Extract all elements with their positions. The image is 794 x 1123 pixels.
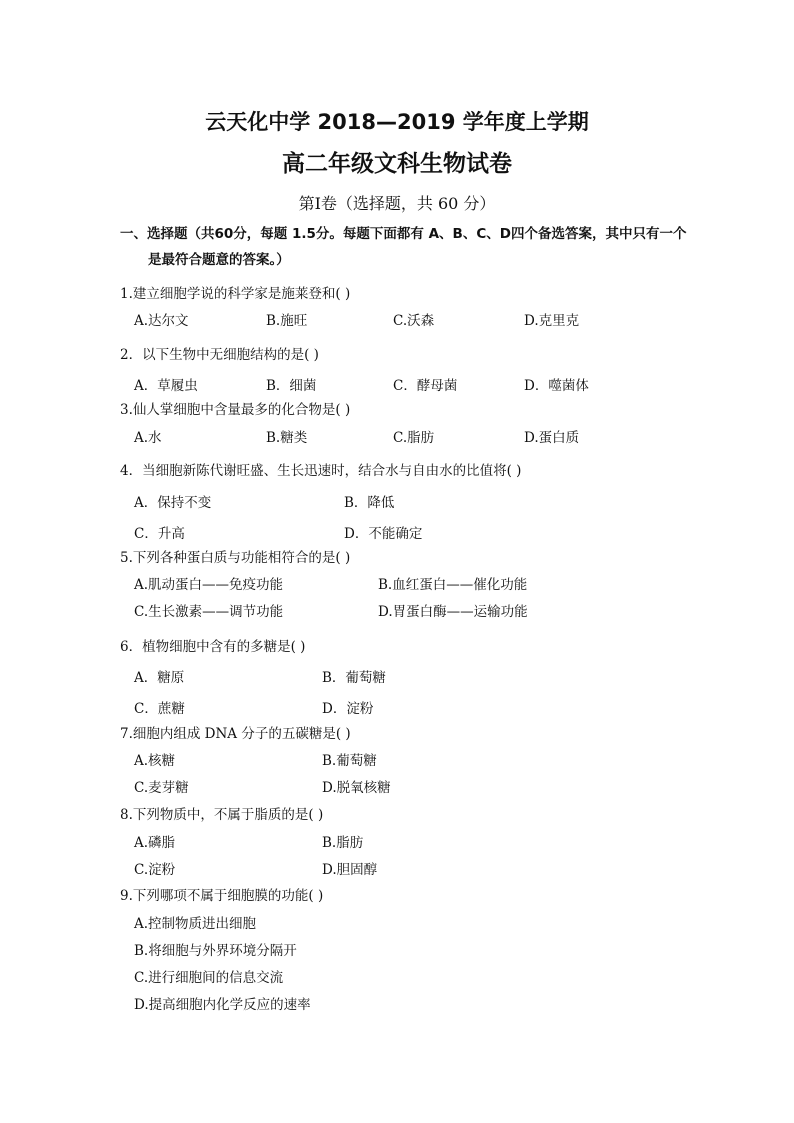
option-c: C．升高 xyxy=(134,526,185,542)
option-a: A.肌动蛋白——免疫功能 xyxy=(134,577,284,593)
question-stem: 3.仙人掌细胞中含量最多的化合物是( ) xyxy=(120,402,351,418)
exam-title: 高二年级文科生物试卷 xyxy=(282,151,512,177)
option-a: A.核糖 xyxy=(134,753,176,769)
question-stem: 9.下列哪项不属于细胞膜的功能( ) xyxy=(120,888,324,904)
option-b: B.葡萄糖 xyxy=(322,753,377,769)
option-d: D.胃蛋白酶——运输功能 xyxy=(378,604,528,620)
option-b: B.将细胞与外界环境分隔开 xyxy=(134,943,297,959)
option-c: C.脂肪 xyxy=(393,430,435,446)
option-d: D.胆固醇 xyxy=(322,862,378,878)
question-stem: 6．植物细胞中含有的多糖是( ) xyxy=(120,639,306,655)
option-c: C.沃森 xyxy=(393,313,435,329)
school-title: 云天化中学 2018—2019 学年度上学期 xyxy=(205,110,589,134)
option-b: B.脂肪 xyxy=(322,835,364,851)
option-d: D．噬菌体 xyxy=(524,378,589,394)
option-d: D．不能确定 xyxy=(344,526,423,542)
option-b: B．细菌 xyxy=(266,378,317,394)
option-d: D．淀粉 xyxy=(322,701,374,717)
option-a: A.磷脂 xyxy=(134,835,176,851)
option-d: D.蛋白质 xyxy=(524,430,580,446)
question-stem: 1.建立细胞学说的科学家是施莱登和( ) xyxy=(120,286,351,302)
section-heading-line1: 一、选择题（共60分，每题 1.5分。每题下面都有 A、B、C、D四个备选答案，其中只有一个 xyxy=(120,226,687,242)
option-a: A．草履虫 xyxy=(134,378,198,394)
option-a: A.达尔文 xyxy=(134,313,189,329)
option-c: C．蔗糖 xyxy=(134,701,185,717)
option-d: D.克里克 xyxy=(524,313,580,329)
option-c: C.生长激素——调节功能 xyxy=(134,604,284,620)
option-d: D.脱氧核糖 xyxy=(322,780,391,796)
option-b: B．降低 xyxy=(344,495,395,511)
option-b: B．葡萄糖 xyxy=(322,670,386,686)
option-c: C.进行细胞间的信息交流 xyxy=(134,970,284,986)
option-a: A．糖原 xyxy=(134,670,185,686)
question-stem: 2．以下生物中无细胞结构的是( ) xyxy=(120,347,319,363)
option-c: C．酵母菌 xyxy=(393,378,458,394)
section-heading-line2: 是最符合题意的答案。） xyxy=(148,252,290,268)
question-stem: 8.下列物质中，不属于脂质的是( ) xyxy=(120,807,324,823)
option-b: B.施旺 xyxy=(266,313,308,329)
option-a: A.控制物质进出细胞 xyxy=(134,916,257,932)
question-stem: 5.下列各种蛋白质与功能相符合的是( ) xyxy=(120,550,351,566)
option-d: D.提高细胞内化学反应的速率 xyxy=(134,997,311,1013)
option-c: C.淀粉 xyxy=(134,862,176,878)
option-b: B.糖类 xyxy=(266,430,308,446)
option-a: A．保持不变 xyxy=(134,495,212,511)
option-b: B.血红蛋白——催化功能 xyxy=(378,577,528,593)
question-stem: 7.细胞内组成 DNA 分子的五碳糖是( ) xyxy=(120,726,351,742)
question-stem: 4．当细胞新陈代谢旺盛、生长迅速时，结合水与自由水的比值将( ) xyxy=(120,463,522,479)
option-a: A.水 xyxy=(134,430,162,446)
option-c: C.麦芽糖 xyxy=(134,780,189,796)
part-title: 第Ⅰ卷（选择题，共 60 分） xyxy=(298,194,496,213)
